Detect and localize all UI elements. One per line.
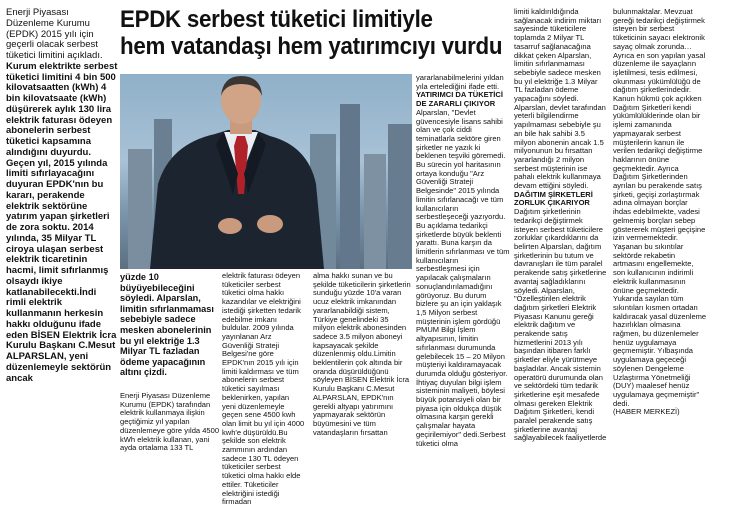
- headline-line-2: hem vatandaşı hem yatırımcıyı vurdu: [120, 33, 503, 60]
- subhead-distribution: DAĞITIM ŞİRKETLERİ ZORLUK ÇIKARIYOR: [514, 189, 593, 208]
- column-4-top: limiti kaldırıldığında sağlanacak indirim miktarı sayesinde tüketicilere toplamda 2 Milyar TL tasarruf sağlanacağına dikkat çeken Alparslan, limitin sıfırlanmaması sebebiyle sadece mesken bu yıl elektriğe 1.3 Milyar TL fazladan ödeme yapacağını söyledi. Alparslan, devlet tarafından yeterli bilgilendirme yapılmaması sebebiyle şu an bile hak sahibi 3.5 milyon abonenin ancak 1.5 milyonunun bu fırsattan yararlandığı 2 milyon serbest müşterinin ise pahalı elektrik kullanmaya devam ettiğini söyledi.: [514, 7, 606, 191]
- lede-column: [6, 8, 118, 478]
- article-column-4: [514, 8, 607, 480]
- article-column-2: alma hakkı sunan ve bu şekilde tüketicilerin şirketlerin sunduğu yüzde 10'a varan ucuz elektrik imkanından yararlanabildiği sistem, Türkiye genelindeki 35 milyon elektrik abonesinden sadece 3.5 milyon aboneyi kapsayacak şekilde düzenlenmiş oldu.Limitin beklentilerin çok altında bir oranda düşürüldüğünü söyleyen BİSEN Elektrik İcra Kurulu Başkanı C.Mesut ALPARSLAN, EPDK'nın gerekli altyapı yatırımını yapmayarak sektörün büyümesini ve tüm vatandaşların fırsattan: [313, 271, 411, 437]
- lede-intro: Enerji Piyasası Düzenleme Kurumu (EPDK) 2015 yılı için geçerli olacak serbest tüketici limitini açıkladı.: [6, 7, 103, 61]
- column-4-body: Dağıtım şirketlerinin tedarikçi değiştirmek isteyen serbest tüketicilere zorluklar çıkardıklarını da belirten Alparslan, dağıtım şirketlerinin bu tutum ve davranışları ile tüm paralel perakende satış şirketlerine avantaj sağladıklarını söyledi. Alparslan, "Özelleştirilen elektrik dağıtım şirketleri Elektrik Piyasası Kanunu gereği elektrik dağıtım ve perakende satış hizmetlerini 2013 yılı başından itibaren farklı şirketler eliyle yürütmeye başladılar. Ancak sistemin operatörü durumunda olan ve sektördeki tüm tedarik şirketlerine eşit mesafede olması gereken Elektrik Dağıtım Şirketleri, kendi paralel perakende satış şirketlerine avantaj sağlayabilecek faaliyetlerde: [514, 207, 607, 443]
- article-column-5: bulunmaktalar. Mevzuat gereği tedarikçi değiştirmek isteyen bir serbest tüketicinin sayacı elektronik sayaç olmak zorunda… Ayrıca en son yapılan yasal düzenleme ile sayaçların işletilmesi, tesis edilmesi, okunması yükümlülüğü de dağıtım şirketlerindedir. Kanun hükmü çok açıkken Dağıtım Şirketleri kendi yükümlülüklerinde olan bir işlemi zamanında yapmayarak serbest müşterilerin kanun ile verilen tedarikçi değiştirme haklarının önüne geçmektedir. Ayrıca Dağıtım Şirketlerinden ayrılan bu perakende satış şirketi, geçişi zorlaştırmak adına olmayan borçlar ihdas edebilmekte, vadesi gelmemiş borçları sebep göstererek müşteri geçişine izin vermemektedir. Yaşanan bu sıkıntılar sektörde rekabetin artmasını engellemekte, son kullanıcının indirimli elektrik kullanmasının önüne geçmektedir. Yukarıda sayılan tüm sıkıntıları kısmen ortadan kaldıracak yasal düzenleme hazırlıkları olmasına rağmen, bu düzenlemeler henüz uygulamaya geçmemiştir. Yılbaşında uygulamaya geçeceği söylenen Dengeleme Uzlaştırma Yönetmeliği (DUY) maalesef henüz uygulamaya geçmemiştir" dedi. (HABER MERKEZİ): [613, 7, 707, 417]
- headline-line-1: EPDK serbest tüketici limitiyle: [120, 6, 433, 33]
- column-3-body: Alparslan, "Devlet güvencesiyle lisans sahibi olan ve çok ciddi teminatlarla sektöre giren şirketler ne yazık ki beklenen teşviki göremedi. Bu sürecin yol haritasının ortaya konduğu "Arz Güvenliği Strateji Belgesinde" 2015 yılında limitin sıfırlanacağı ve tüm kullanıcıların serbestleşeceği yazıyordu. Bu açıklama tedarikçi şirketlerde büyük beklenti yarattı. Buna karşın da limitlerin sıfırlanması ve tüm kullanıcıların serbestleşmesi için yapılacak çalışmaların sonuçlandırılamadığını görüyoruz. Bu durum bizlere şu an için yaklaşık 1,5 Milyon serbest müşterinin işlem gördüğü PMUM Bilgi İşlem altyapısının, limitin sıfırlanması durumunda gelebilecek 15 – 20 Milyon müşteriyi kaldıramayacak durumda olduğu gösteriyor. İhtiyaç duyulan bilgi işlem sisteminin maliyeti, böylesi büyük potansiyeli olan bir piyasa için oldukça düşük olmasına karşın gerekli çalışmalar hayata geçirilemiyor" dedi.Serbest tüketici olma: [416, 107, 510, 448]
- article-column-1: elektrik faturası ödeyen tüketiciler serbest tüketici olma hakkı kazandılar ve elektriğini istediği şirketten tedarik edebilme imkanı buldular. 2009 yılında yayınlanan Arz Güvenliği Strateji Belgesi'ne göre EPDK'nın 2015 yılı için limiti kaldırması ve tüm abonelerin serbest tüketici sayılması beklenirken, yapılan yeni düzenlemeyle geçen sene 4500 kwh olan limit bu yıl için 4000 kwh'e düşürüldü.Bu şekilde son elektrik zammının ardından sadece 130 TL ödeyen tüketiciler serbest tüketici olma hakkı elde ettiler. Tüketiciler elektriğini istediği firmadan: [222, 271, 305, 507]
- executive-photo: [120, 74, 412, 269]
- mid-bold-text: yüzde 10 büyüyebileceğini söyledi. Alparslan, limitin sıfırlanmaması sebebiyle sadece mesken abonelerinin bu yıl elektriğe 1.3 Milyar TL fazladan ödeme yapacağının altını çizdi.: [120, 272, 214, 378]
- subhead-investor: YATIRIMCI DA TÜKETİCİ DE ZARARLI ÇIKIYOR: [416, 90, 503, 109]
- lede-body: Kurum elektrikte serbest tüketici limitini 4 bin 500 kilovatsaatten (kWh) 4 bin kilovatsaate (kWh) düşürerek aylık 130 lira elektrik faturası ödeyen abonelerin serbest tüketici kapsamına alındığını duyurdu. Geçen yıl, 2015 yılında limiti sıfırlayacağını duyuran EPDK'nın bu kararı, perakende elektrik sektörüne yatırım yapan şirketleri de zora soktu. 2014 yılında, 35 Milyar TL ciroya ulaşan serbest elektrik ticaretinin hacmi, limit sıfırlanmış olsaydı ikiye katlanabilecekti.İndi rimli elektrik kullanmanın herkesin hakkı olduğunu ifade eden BİSEN Elektrik İcra Kurulu Başkanı C.Mesut ALPARSLAN, yeni düzenlemeyle sektörün ancak: [6, 60, 118, 384]
- person-silhouette: [120, 74, 412, 269]
- headline: [120, 6, 503, 60]
- mid-normal-text: Enerji Piyasası Düzenleme Kurumu (EPDK) tarafından elektrik kullanmaya ilişkin geçtiğimiz yıl yapılan düzenlemeye göre yılda 4500 kWh elektrik kullanan, yani ayda ortalama 133 TL: [120, 391, 220, 453]
- column-3-top: yararlanabilmelerini yıldan yıla ertelediğini ifade etti.: [416, 73, 504, 91]
- article-column-3: [416, 74, 510, 480]
